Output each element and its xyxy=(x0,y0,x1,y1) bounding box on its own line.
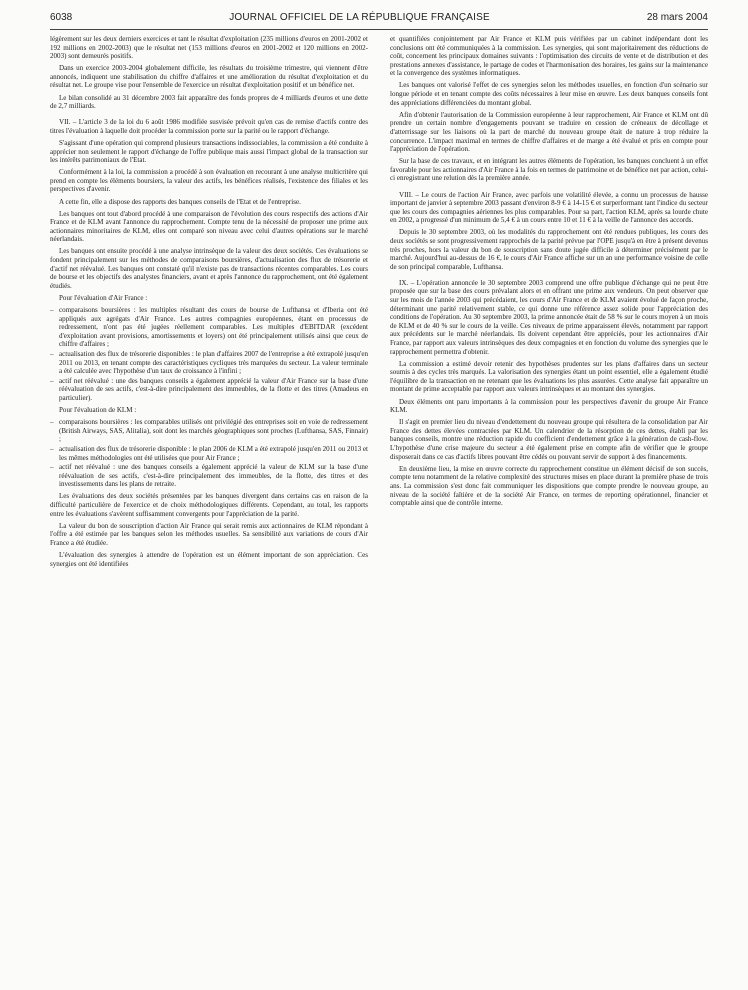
list-item: – actif net réévalué : une des banques conseils a également apprécié la valeur de KLM sur la base d'une réévaluation de ses actifs, c'est-à-dire principalement des immeubles, de la flotte, des titres et des investissements dans les plans de retraite. xyxy=(50,463,368,489)
paragraph: et quantifiées conjointement par Air France et KLM puis vérifiées par un cabinet indépendant dont les conclusions ont été communiquées à la commission. Les synergies, qui sont majoritairement des réductions de coût, concernent les principaux domaines suivants : l'optimisation des circuits de vente et de distribution et des prestations annexes d'assistance, le partage de codes et l'harmonisation des horaires, les gains sur la maintenance et la convergence des systèmes informatiques. xyxy=(390,35,708,78)
text-columns xyxy=(50,35,708,572)
header-rule xyxy=(50,29,708,30)
paragraph: La commission a estimé devoir retenir des hypothèses prudentes sur les plans d'affaires dans un secteur soumis à des cycles très marqués. La valorisation des synergies étant un point essentiel, elle a également étudié l'équilibre de la transaction en ne retenant que les évaluations les plus assurées. Cette analyse fait apparaître un montant de prime acceptable par rapport aux valeurs intrinsèques et au montant des synergies. xyxy=(390,359,708,394)
paragraph: Le bilan consolidé au 31 décembre 2003 fait apparaître des fonds propres de 4 milliards d'euros et une dette de 2,7 milliards. xyxy=(50,93,368,111)
paragraph: Il s'agit en premier lieu du niveau d'endettement du nouveau groupe qui résultera de la consolidation par Air France des dettes élevées contractées par KLM. Un calendrier de la résorption de ces dettes, établi par les banques conseils, montre une réduction rapide du coefficient d'endettement grâce à la génération de cash-flow. L'hypothèse d'une crise majeure du secteur a été également prise en compte afin de vérifier que le groupe disposerait dans ce cas d'actifs libres pouvant être cédés ou pouvant servir de support à des financements. xyxy=(390,418,708,461)
paragraph: Les banques ont ensuite procédé à une analyse intrinsèque de la valeur des deux sociétés. Ces évaluations se fondent principalement sur les méthodes de comparaisons boursières, d'actualisation des flux de trésorerie et d'actif net réévalué. Les banques ont constaté qu'il n'existe pas de transactions récentes comparables. Les cours de bourse et les objectifs des analystes financiers, avant et après l'annonce du rapprochement, ont été également étudiés. xyxy=(50,247,368,290)
issue-date: 28 mars 2004 xyxy=(646,12,708,23)
list-item: – comparaisons boursières : les multiples résultant des cours de bourse de Lufthansa et d'Iberia ont été appliqués aux agrégats d'Air France. Les autres compagnies européennes, étant en processus de redressement, n'ont pas été jugées réellement comparables. Les multiples d'EBITDAR (excédent d'exploitation avant provisions, amortissements et loyers) ont été principalement utilisés ainsi que ceux de chiffre d'affaires ; xyxy=(50,306,368,349)
paragraph: Afin d'obtenir l'autorisation de la Commission européenne à leur rapprochement, Air France et KLM ont dû prendre un certain nombre d'engagements pouvant se traduire en cession de créneaux de décollage et d'atterrissage sur les liaisons où la part de marché du nouveau groupe était de nature à trop réduire la concurrence. L'impact maximal en termes de chiffre d'affaires et de marge a été évalué et pris en compte pour l'appréciation de l'opération. xyxy=(390,110,708,154)
section-ix: IX. – L'opération annoncée le 30 septembre 2003 comprend une offre publique d'échange qui ne peut être proposée que sur la base des cours prévalant alors et en offrant une prime aux vendeurs. On peut observer que sur les mois de l'année 2003 qui précédaient, les cours d'Air France et de KLM avaient évolué de façon proche, déterminant une parité relativement stable, ce qui donne une référence assez solide pour l'appréciation des conditions de l'opération. Au 30 septembre 2003, la prime annoncée était de 58 % sur le cours moyen à un mois de KLM et de 40 % sur le cours de la veille. Ces niveaux de prime apparaissent élevés, notamment par rapport aux précédents sur le marché néerlandais. Ils doivent cependant être appréciés, pour les actionnaires d'Air France, par rapport aux valeurs intrinsèques des deux compagnies et en fonction du volume des synergies que le rapprochement permettra d'obtenir. xyxy=(390,278,708,356)
list-item: – comparaisons boursières : les comparables utilisés ont privilégié des entreprises soit en voie de redressement (British Airways, SAS, Alitalia), soit dont les marchés géographiques sont proches (Lufthansa, SAS, Finnair) ; xyxy=(50,418,368,444)
klm-list xyxy=(50,418,368,489)
list-item: – actualisation des flux de trésorerie disponible : le plan 2006 de KLM a été extrapolé jusqu'en 2011 ou 2013 et les mêmes méthodologies ont été utilisées que pour Air France ; xyxy=(50,445,368,462)
paragraph: Conformément à la loi, la commission a procédé à son évaluation en recourant à une analyse multicritère qui prend en compte les éléments boursiers, la valeur des actifs, les bénéfices réalisés, l'existence des filiales et les perspectives d'avenir. xyxy=(50,168,368,194)
section-vii: VII. – L'article 3 de la loi du 6 août 1986 modifiée susvisée prévoit qu'en cas de remise d'actifs contre des titres l'évaluation à laquelle doit procéder la commission porte sur la parité ou le rapport d'échange. xyxy=(50,118,368,135)
paragraph: Dans un exercice 2003-2004 globalement difficile, les résultats du troisième trimestre, qui viennent d'être annoncés, indiquent une stabilisation du chiffre d'affaires et une amélioration du résultat d'exploitation et du résultat net. Le groupe vise pour l'ensemble de l'exercice un résultat d'exploitation positif et un bénéfice net. xyxy=(50,64,368,90)
paragraph: Deux éléments ont paru importants à la commission pour les perspectives d'avenir du groupe Air France KLM. xyxy=(390,397,708,415)
paragraph: Sur la base de ces travaux, et en intégrant les autres éléments de l'opération, les banques concluent à un effet favorable pour les actionnaires d'Air France à la fois en termes de patrimoine et de bénéfice net par action, celui-ci enregistrant une relution dès la première année. xyxy=(390,157,708,183)
paragraph: légèrement sur les deux derniers exercices et tant le résultat d'exploitation (235 millions d'euros en 2001-2002 et 192 millions en 2002-2003) que le résultat net (153 millions d'euros en 2001-2002 et 120 millions en 2002-2003) sont demeurés positifs. xyxy=(50,35,368,61)
paragraph: L'évaluation des synergies à attendre de l'opération est un élément important de son appréciation. Ces synergies ont été identifiées xyxy=(50,550,368,568)
left-column xyxy=(50,35,368,572)
paragraph: En deuxième lieu, la mise en œuvre correcte du rapprochement constitue un élément décisif de son succès, compte tenu notamment de la relative complexité des structures mises en place durant la première phase de trois ans. La commission s'est donc fait communiquer les dispositions que compte prendre le nouveau groupe, au niveau de la société faîtière et de la société Air France, en termes de reporting opérationnel, financier et comptable ainsi que de contrôle interne. xyxy=(390,464,708,508)
paragraph: A cette fin, elle a dispose des rapports des banques conseils de l'Etat et de l'entreprise. xyxy=(59,197,301,206)
paragraph: S'agissant d'une opération qui comprend plusieurs transactions indissociables, la commission a été conduite à apprécier non seulement le rapport d'échange de l'offre publique mais aussi l'impact global de la transaction sur les intérêts patrimoniaux de l'Etat. xyxy=(50,138,368,165)
section-viii: VIII. – Le cours de l'action Air France, avec parfois une volatilité élevée, a connu un processus de hausse important de janvier à septembre 2003 passant d'environ 8-9 € à 14-15 € et surperformant tant l'indice du secteur que les cours des compagnies aériennes les plus comparables. Pour sa part, l'action KLM, après sa lourde chute en 2002, a progressé d'un minimum de 5,4 € à un cours entre 10 et 11 € à la veille de l'annonce des accords. xyxy=(390,190,708,225)
journal-title: JOURNAL OFFICIEL DE LA RÉPUBLIQUE FRANÇAISE xyxy=(229,12,490,23)
right-column xyxy=(390,35,708,572)
page-number: 6038 xyxy=(50,12,73,23)
paragraph: Les banques ont valorisé l'effet de ces synergies selon les méthodes usuelles, en fonction d'un scénario sur longue période et en tenant compte des coûts nécessaires à leur mise en œuvre. Les deux banques conseils font des appréciations différenciées du montant global. xyxy=(390,81,708,107)
list-item: – actualisation des flux de trésorerie disponibles : le plan d'affaires 2007 de l'entreprise a été extrapolé jusqu'en 2011 ou 2013, en tenant compte des caractéristiques cycliques très marquées du secteur. La valeur terminale a été calculée avec l'hypothèse d'un taux de croissance à l'infini ; xyxy=(50,350,368,376)
paragraph: Depuis le 30 septembre 2003, où les modalités du rapprochement ont été rendues publiques, les cours des deux sociétés se sont progressivement rapprochés de la parité prévue par l'OPE jusqu'à en être à présent devenus très proches, hors la valeur du bon de souscription sans doute jugée difficile à déterminer précisément par le marché. Aujourd'hui au-dessus de 16 €, le cours d'Air France affiche sur un an une performance voisine de celle de son principal comparable, Lufthansa. xyxy=(390,228,708,271)
paragraph: La valeur du bon de souscription d'action Air France qui serait remis aux actionnaires de KLM répondant à l'offre a été estimée par les banques selon les méthodes usuelles. Sa sensibilité aux variations de cours d'Air France a été étudiée. xyxy=(50,521,368,547)
air-france-list xyxy=(50,306,368,403)
list-item: – actif net réévalué : une des banques conseils a également apprécié la valeur d'Air France sur la base d'une réévaluation de ses actifs, c'est-à-dire principalement des immeubles, de la flotte et des titres (Amadeus en particulier). xyxy=(50,377,368,403)
paragraph: Les évaluations des deux sociétés présentées par les banques divergent dans certains cas en raison de la difficulté particulière de l'exercice et de choix méthodologiques différents. Cependant, au total, les rapports entre les évaluations s'avèrent suffisamment convergents pour l'appréciation de la parité. xyxy=(50,492,368,518)
page-header xyxy=(50,12,708,26)
klm-intro: Pour l'évaluation de KLM : xyxy=(59,406,137,415)
paragraph: Les banques ont tout d'abord procédé à une comparaison de l'évolution des cours respectifs des actions d'Air France et de KLM avant l'annonce du rapprochement. Compte tenu de la nécessité de proposer une prime aux actionnaires minoritaires de KLM, elles ont comparé son niveau avec celui d'autres opérations sur le marché néerlandais. xyxy=(50,209,368,244)
air-france-intro: Pour l'évaluation d'Air France : xyxy=(59,293,148,302)
